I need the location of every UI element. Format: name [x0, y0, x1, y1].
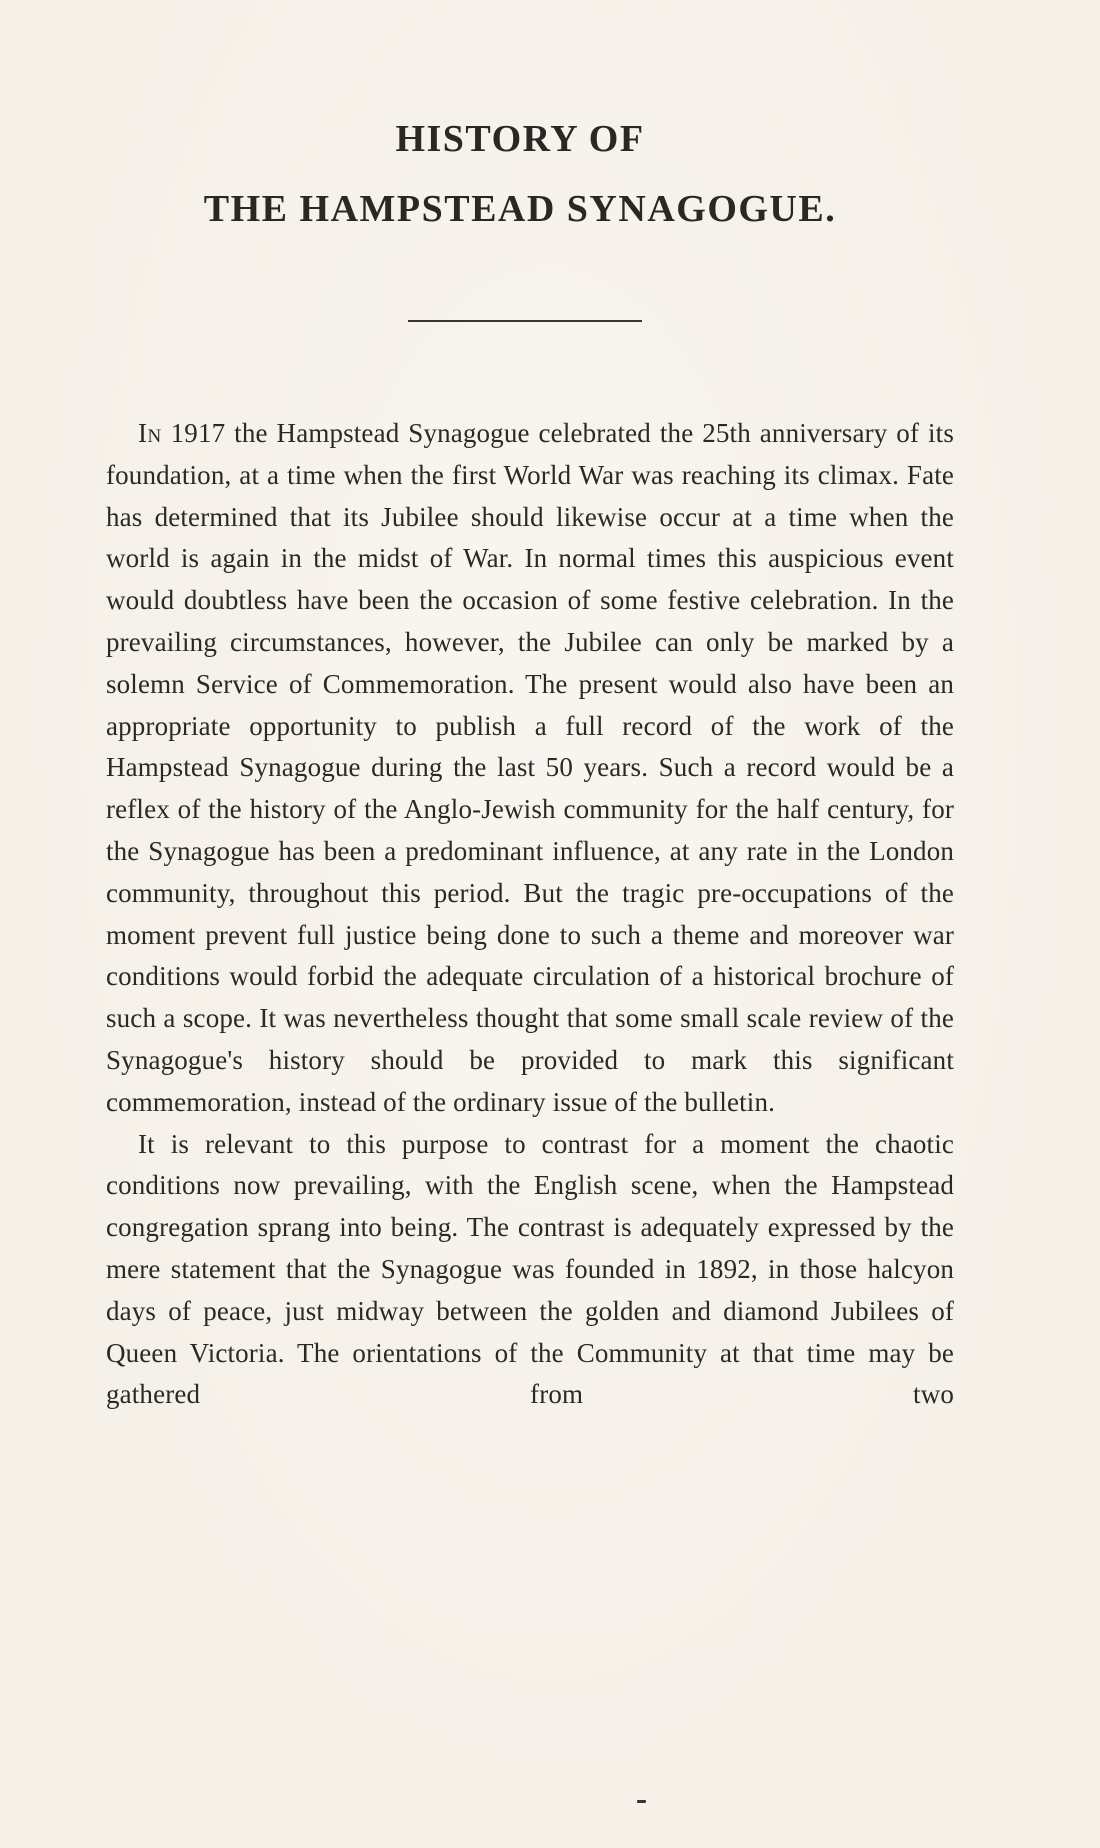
- paragraph-1: [106, 413, 954, 1124]
- page-title-line-2: THE HAMPSTEAD SYNAGOGUE.: [203, 188, 837, 230]
- paragraph-1-lead-in: In: [138, 418, 162, 448]
- title-divider: [408, 320, 642, 322]
- paragraph-1-text: 1917 the Hampstead Synagogue celebrated the 25th anniversary of its foundation, at a time when the first World War was reaching its climax. Fate has determined that its Jubilee should likewise occur at a time when the world is again in the midst of War. In normal times this auspicious event would doubtless have been the occasion of some festive celebration. In the prevailing circumstances, however, the Jubilee can only be marked by a solemn Service of Commemoration. The present would also have been an appropriate opportunity to publish a full record of the work of the Hampstead Synagogue during the last 50 years. Such a record would be a reflex of the history of the Anglo-Jewish community for the half century, for the Synagogue has been a predominant influence, at any rate in the London community, throughout this period. But the tragic pre-occupations of the moment prevent full justice being done to such a theme and moreover war conditions would forbid the adequate circulation of a historical brochure of such a scope. It was nevertheless thought that some small scale review of the Synagogue's history should be provided to mark this significant commemoration, instead of the ordinary issue of the bulletin.: [106, 418, 954, 1117]
- paragraph-2-text: It is relevant to this purpose to contrast for a moment the chaotic conditions now prevailing, with the English scene, when the Hampstead congregation sprang into being. The contrast is adequately expressed by the mere statement that the Synagogue was founded in 1892, in those halcyon days of peace, just midway between the golden and diamond Jubilees of Queen Victoria. The orientations of the Community at that time may be gathered from two: [106, 1128, 954, 1410]
- page-mark: [637, 1800, 646, 1803]
- paragraph-2: [106, 1124, 954, 1417]
- page-title-line-1: HISTORY OF: [395, 118, 645, 160]
- body-text: [106, 413, 954, 1416]
